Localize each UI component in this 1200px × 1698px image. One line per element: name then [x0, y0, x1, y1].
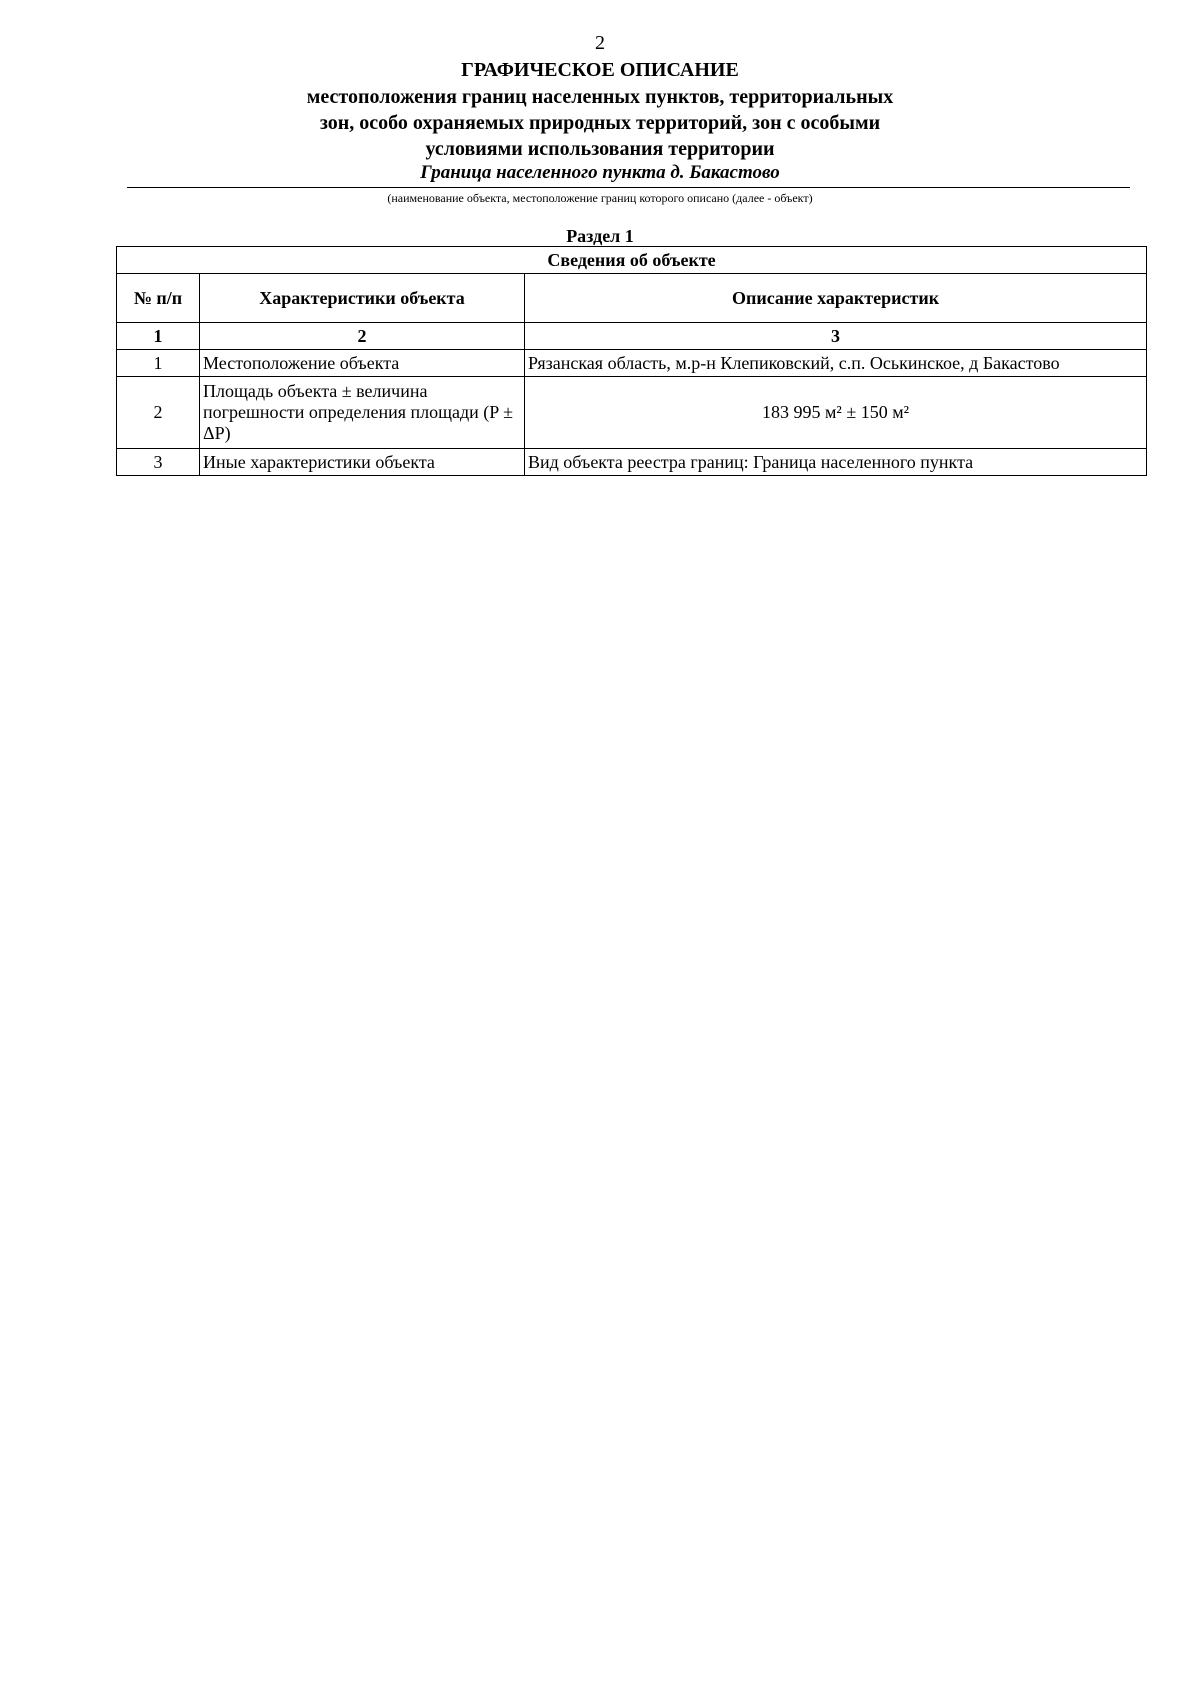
object-name: Граница населенного пункта д. Бакастово: [420, 162, 780, 183]
row-characteristic: Иные характеристики объекта: [200, 449, 525, 476]
table-caption-row: [117, 247, 1147, 274]
header-description: Описание характеристик: [525, 274, 1147, 323]
table-header-row: [117, 274, 1147, 323]
table-row: [117, 377, 1147, 449]
column-number: 2: [200, 323, 525, 350]
subtitle-line: зон, особо охраняемых природных территорий, зон с особыми: [319, 112, 881, 134]
section-title: Раздел 1: [566, 226, 634, 246]
document-title: ГРАФИЧЕСКОЕ ОПИСАНИЕ: [461, 59, 739, 81]
row-characteristic: Местоположение объекта: [200, 350, 525, 377]
object-caption: (наименование объекта, местоположение границ которого описано (далее - объект): [387, 191, 813, 205]
header-characteristic: Характеристики объекта: [200, 274, 525, 323]
row-description: Вид объекта реестра границ: Граница населенного пункта: [525, 449, 1147, 476]
table-row: [117, 350, 1147, 377]
header-number: № п/п: [117, 274, 200, 323]
document-subtitle: [0, 84, 1200, 162]
object-info-table: [116, 246, 1147, 476]
row-number: 1: [117, 350, 200, 377]
row-number: 2: [117, 377, 200, 449]
row-description: Рязанская область, м.р-н Клепиковский, с.п. Оськинское, д Бакастово: [525, 350, 1147, 377]
object-underline: [127, 187, 1130, 188]
column-number-row: [117, 323, 1147, 350]
page-number: 2: [595, 32, 605, 54]
row-number: 3: [117, 449, 200, 476]
subtitle-line: местоположения границ населенных пунктов, территориальных: [306, 86, 894, 108]
row-description: 183 995 м² ± 150 м²: [525, 377, 1147, 449]
subtitle-line: условиями использования территории: [425, 138, 775, 160]
row-characteristic: Площадь объекта ± величина погрешности определения площади (P ± ΔP): [200, 377, 525, 449]
column-number: 1: [117, 323, 200, 350]
column-number: 3: [525, 323, 1147, 350]
table-caption: Сведения об объекте: [117, 247, 1147, 274]
table-row: [117, 449, 1147, 476]
